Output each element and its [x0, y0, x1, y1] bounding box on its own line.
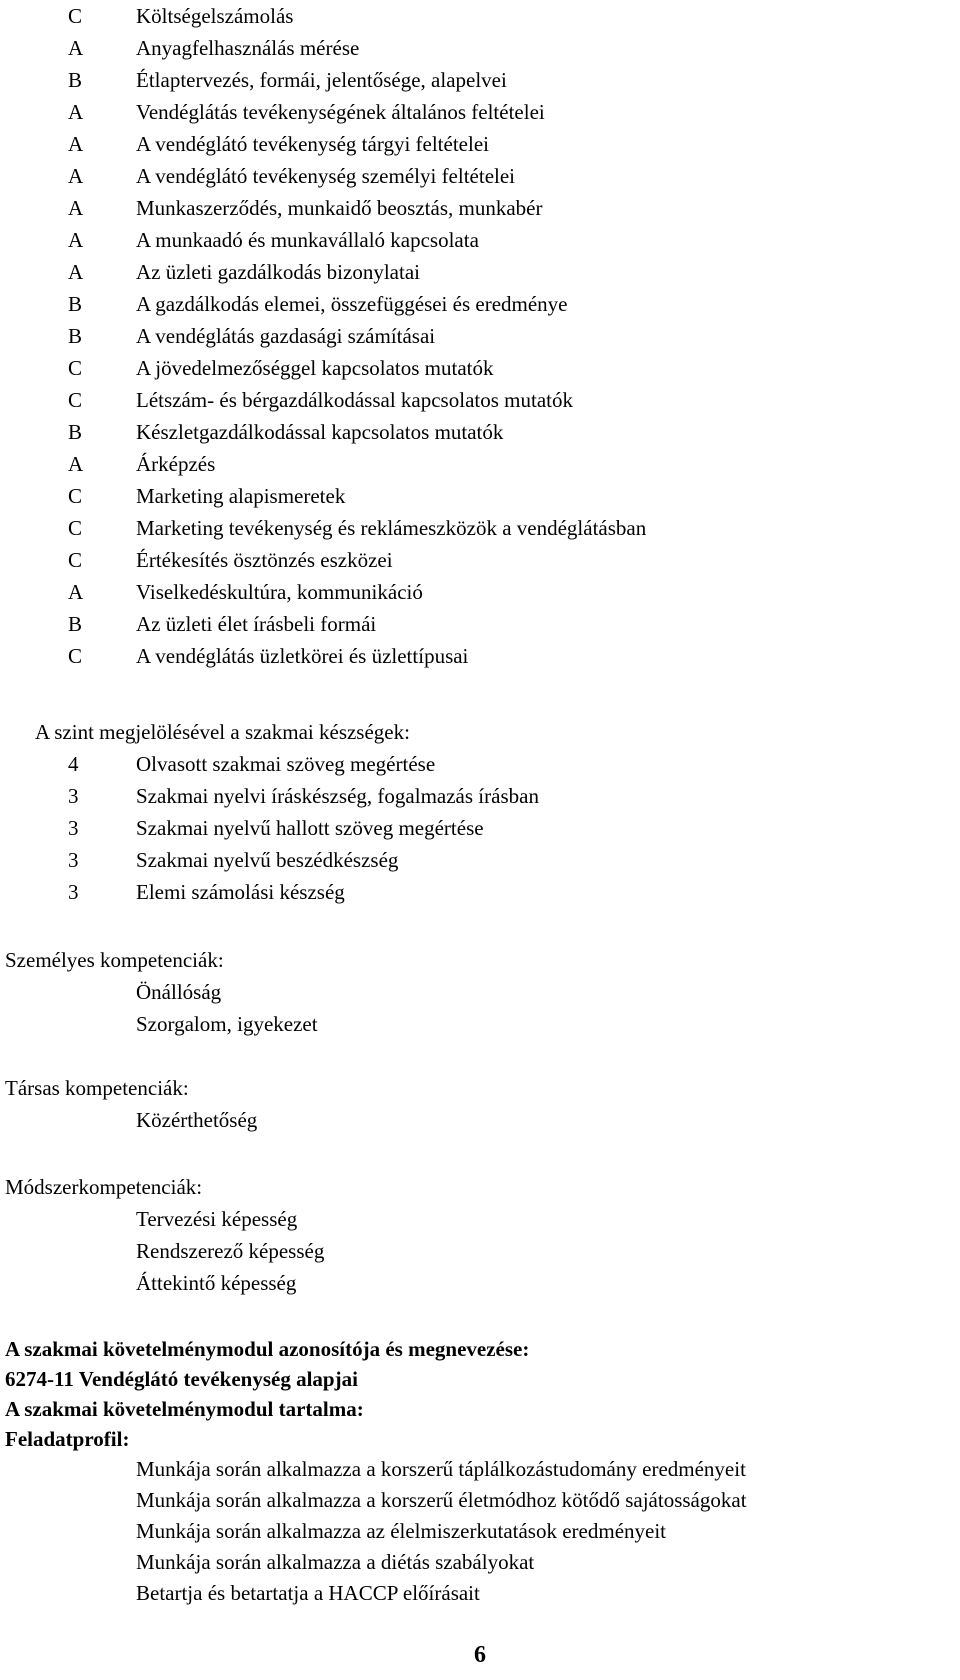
topic-row [0, 416, 960, 448]
topic-row [0, 544, 960, 576]
topic-row [0, 128, 960, 160]
skill-row [0, 748, 960, 780]
skill-row [0, 876, 960, 908]
skill-level: 3 [68, 880, 79, 904]
topic-text: A jövedelmezőséggel kapcsolatos mutatók [136, 356, 494, 380]
method-competencies-heading: Módszerkompetenciák: [5, 1175, 203, 1199]
topic-text: Árképzés [136, 452, 216, 476]
skill-level: 4 [68, 752, 79, 776]
skill-text: Olvasott szakmai szöveg megértése [136, 752, 436, 776]
topic-level: C [68, 388, 83, 412]
topic-level: B [68, 292, 83, 316]
topic-text: Anyagfelhasználás mérése [136, 36, 360, 60]
topic-level: C [68, 4, 83, 28]
competency-item: Rendszerező képesség [136, 1239, 325, 1263]
personal-competencies [0, 944, 960, 1040]
topic-text: A vendéglátó tevékenység tárgyi feltételei [136, 132, 489, 156]
skill-text: Elemi számolási készség [136, 880, 345, 904]
topic-text: Marketing tevékenység és reklámeszközök a vendéglátásban [136, 516, 647, 540]
topic-text: Munkaszerződés, munkaidő beosztás, munkabér [136, 196, 543, 220]
method-competencies [0, 1171, 960, 1299]
topic-text: Készletgazdálkodással kapcsolatos mutatók [136, 420, 504, 444]
topic-text: A vendéglátó tevékenység személyi feltételei [136, 164, 516, 188]
topic-level: C [68, 484, 83, 508]
topic-row [0, 384, 960, 416]
competency-item: Tervezési képesség [136, 1207, 298, 1231]
topic-row [0, 512, 960, 544]
module-content-heading: A szakmai követelménymodul tartalma: [5, 1397, 364, 1421]
module-section [0, 1334, 960, 1609]
topic-text: Étlaptervezés, formái, jelentősége, alapelvei [136, 68, 507, 92]
topic-level: B [68, 612, 83, 636]
competency-item: Áttekintő képesség [136, 1271, 297, 1295]
topic-list [0, 0, 960, 672]
topic-level: A [68, 260, 84, 284]
topic-level: A [68, 36, 84, 60]
competency-item: Közérthetőség [136, 1108, 258, 1132]
topic-level: B [68, 324, 83, 348]
topic-row [0, 224, 960, 256]
topic-text: Az üzleti élet írásbeli formái [136, 612, 377, 636]
topic-row [0, 96, 960, 128]
topic-level: C [68, 516, 83, 540]
topic-text: Értékesítés ösztönzés eszközei [136, 548, 393, 572]
topic-text: Viselkedéskultúra, kommunikáció [136, 580, 423, 604]
topic-row [0, 320, 960, 352]
topic-level: A [68, 196, 84, 220]
task-item: Munkája során alkalmazza az élelmiszerkutatások eredményeit [136, 1519, 667, 1543]
topic-text: Költségelszámolás [136, 4, 294, 28]
topic-level: A [68, 228, 84, 252]
skill-text: Szakmai nyelvű hallott szöveg megértése [136, 816, 484, 840]
topic-text: Az üzleti gazdálkodás bizonylatai [136, 260, 420, 284]
module-id-heading: A szakmai követelménymodul azonosítója és megnevezése: [5, 1337, 530, 1361]
page-number: 6 [474, 1642, 486, 1668]
topic-level: C [68, 356, 83, 380]
social-competencies [0, 1072, 960, 1136]
topic-level: A [68, 132, 84, 156]
topic-level: A [68, 452, 84, 476]
competency-item: Szorgalom, igyekezet [136, 1012, 318, 1036]
topic-row [0, 32, 960, 64]
topic-level: B [68, 420, 83, 444]
topic-row [0, 352, 960, 384]
task-item: Betartja és betartatja a HACCP előírásait [136, 1581, 480, 1605]
topic-text: Létszám- és bérgazdálkodással kapcsolatos mutatók [136, 388, 573, 412]
skill-text: Szakmai nyelvi íráskészség, fogalmazás írásban [136, 784, 539, 808]
topic-row [0, 480, 960, 512]
topic-row [0, 288, 960, 320]
topic-level: A [68, 100, 84, 124]
skills-section [0, 716, 960, 908]
topic-text: A vendéglátás gazdasági számításai [136, 324, 436, 348]
topic-row [0, 256, 960, 288]
topic-text: A gazdálkodás elemei, összefüggései és eredménye [136, 292, 568, 316]
topic-row [0, 0, 960, 32]
topic-text: A munkaadó és munkavállaló kapcsolata [136, 228, 479, 252]
topic-level: C [68, 548, 83, 572]
skill-row [0, 780, 960, 812]
topic-row [0, 64, 960, 96]
skill-row [0, 844, 960, 876]
topic-row [0, 640, 960, 672]
module-id-value: 6274-11 Vendéglátó tevékenység alapjai [5, 1367, 358, 1391]
topic-row [0, 576, 960, 608]
topic-row [0, 160, 960, 192]
topic-level: A [68, 580, 84, 604]
topic-text: Marketing alapismeretek [136, 484, 346, 508]
competency-item: Önállóság [136, 980, 222, 1004]
topic-level: C [68, 644, 83, 668]
skill-text: Szakmai nyelvű beszédkészség [136, 848, 399, 872]
topic-row [0, 192, 960, 224]
topic-row [0, 608, 960, 640]
task-profile-heading: Feladatprofil: [5, 1427, 130, 1451]
task-item: Munkája során alkalmazza a diétás szabályokat [136, 1550, 535, 1574]
topic-text: A vendéglátás üzletkörei és üzlettípusai [136, 644, 469, 668]
skill-level: 3 [68, 848, 79, 872]
task-item: Munkája során alkalmazza a korszerű életmódhoz kötődő sajátosságokat [136, 1488, 747, 1512]
topic-level: A [68, 164, 84, 188]
topic-text: Vendéglátás tevékenységének általános feltételei [136, 100, 545, 124]
social-competencies-heading: Társas kompetenciák: [5, 1076, 189, 1100]
skill-level: 3 [68, 784, 79, 808]
skill-level: 3 [68, 816, 79, 840]
skills-heading: A szint megjelölésével a szakmai készségek: [35, 720, 410, 744]
skill-row [0, 812, 960, 844]
task-item: Munkája során alkalmazza a korszerű táplálkozástudomány eredményeit [136, 1457, 746, 1481]
personal-competencies-heading: Személyes kompetenciák: [5, 948, 224, 972]
topic-level: B [68, 68, 83, 92]
topic-row [0, 448, 960, 480]
